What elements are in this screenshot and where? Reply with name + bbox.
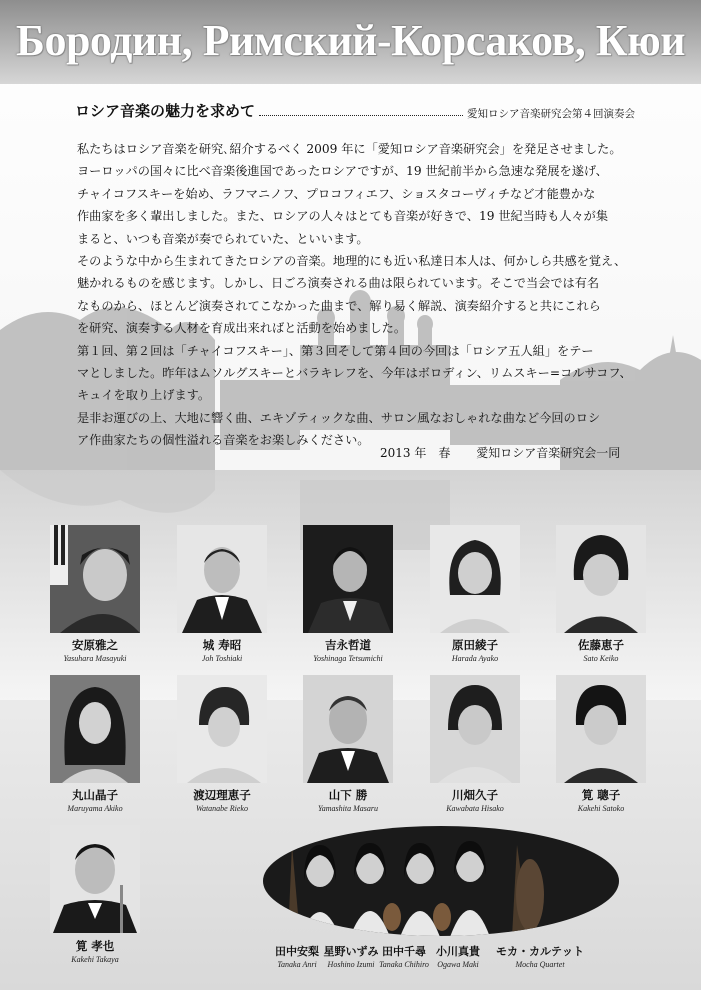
performer-romaji: Yamashita Masaru	[318, 804, 378, 813]
intro-line: 是非お運びの上、大地に響く曲、エキゾティックな曲、サロン風なおしゃれな曲など今回のロシ	[77, 410, 601, 425]
performer-photo	[303, 675, 393, 783]
performer-name: 筧 聰子	[581, 788, 621, 802]
performer-romaji: Tanaka Chihiro	[379, 960, 429, 969]
performer-photo	[50, 825, 140, 933]
performer-romaji: Mocha Quartet	[515, 960, 565, 969]
performer-name: 山下 勝	[328, 788, 368, 802]
page-title: Бородин, Римский-Корсаков, Кюи	[15, 15, 686, 65]
performer-photo	[430, 675, 520, 783]
performer-name: 星野いずみ	[323, 945, 379, 958]
performer-photo	[50, 525, 140, 633]
performer-photo	[303, 525, 393, 633]
performer-name: 吉永哲道	[325, 638, 371, 652]
performer-photo	[177, 525, 267, 633]
performer-photo	[556, 525, 646, 633]
quartet-photo	[262, 825, 620, 937]
section-heading	[75, 99, 635, 121]
performer-name: 安原雅之	[72, 638, 118, 652]
performer-caption	[162, 637, 282, 663]
intro-line: 作曲家を多く輩出しました。また、ロシアの人々はとても音楽が好きで、19 世紀当時も人々が集	[77, 209, 609, 224]
performer-name: 渡辺理恵子	[193, 788, 251, 802]
performer-romaji: Ogawa Maki	[437, 960, 479, 969]
intro-line: マとしました。昨年はムソルグスキーとバラキレフを、今年はボロディン、リムスキー=コルサコフ、	[77, 366, 632, 381]
performer-romaji: Watanabe Rieko	[196, 804, 248, 813]
performer-name: 小川真貴	[436, 945, 480, 958]
performer-name: 丸山晶子	[72, 788, 118, 802]
intro-line: 魅かれるものを感じます。しかし、日ごろ演奏される曲は限られています。そこで当会では有名	[77, 276, 600, 291]
performer-photo	[556, 675, 646, 783]
performer-caption	[541, 787, 661, 813]
intro-line: 私たちはロシア音楽を研究､紹介するべく 2009 年に「愛知ロシア音楽研究会」を発足させました。	[77, 142, 622, 156]
performer-name: 筧 孝也	[75, 939, 115, 953]
performer-romaji: Joh Toshiaki	[201, 654, 243, 663]
performer-caption	[35, 787, 155, 813]
performer-romaji: Yoshinaga Tetsumichi	[313, 654, 383, 663]
performer-caption	[541, 637, 661, 663]
performer-caption	[288, 637, 408, 663]
performer-caption	[415, 637, 535, 663]
event-name: 愛知ロシア音楽研究会第４回演奏会	[467, 108, 635, 120]
performer-romaji: Sato Keiko	[583, 654, 619, 663]
intro-line: なものから、ほとんど演奏されてこなかった曲まで、解り易く解説、演奏紹介すると共にこれら	[77, 298, 601, 313]
performer-caption	[288, 787, 408, 813]
intro-line: チャイコフスキーを始め、ラフマニノフ、プロコフィエフ、ショスタコーヴィチなど才能豊かな	[77, 186, 596, 201]
quartet-member	[485, 943, 595, 969]
performer-caption	[415, 787, 535, 813]
intro-text	[77, 138, 635, 452]
dotted-leader	[259, 115, 463, 116]
intro-line: ヨーロッパの国々に比べ音楽後進国であったロシアですが、19 世紀前半から急速な発展を遂げ、	[77, 164, 608, 179]
signature-org: 愛知ロシア音楽研究会一同	[476, 446, 621, 460]
performer-romaji: Hoshino Izumi	[327, 960, 375, 969]
intro-line: 第１回、第２回は「チャイコフスキー」、第３回そして第４回の今回は「ロシア五人組」をテー	[77, 343, 594, 358]
performer-romaji: Kawabata Hisako	[446, 804, 504, 813]
performer-photo	[177, 675, 267, 783]
performer-name: 田中千尋	[382, 945, 426, 958]
performer-photo	[50, 675, 140, 783]
intro-line: そのような中から生まれてきたロシアの音楽。地理的にも近い私達日本人は、何かしら共感を覚え、	[77, 254, 627, 269]
performer-name: 原田綾子	[452, 638, 498, 652]
performer-romaji: Kakehi Takaya	[71, 955, 119, 964]
performer-caption	[162, 787, 282, 813]
heading-title: ロシア音楽の魅力を求めて	[75, 102, 256, 120]
performer-caption	[35, 637, 155, 663]
performer-name: モカ・カルテット	[496, 945, 584, 958]
performer-romaji: Tanaka Anri	[277, 960, 317, 969]
performer-name: 川畑久子	[452, 788, 498, 802]
performer-name: 田中安梨	[275, 945, 319, 958]
signature-date: 2013 年 春	[380, 446, 451, 460]
intro-line: を研究、演奏する人材を育成出来ればと活動を始めました。	[77, 321, 407, 336]
intro-line: ア作曲家たちの個性溢れる音楽をお楽しみください。	[77, 433, 370, 448]
performer-name: 城 寿昭	[202, 638, 242, 652]
performer-name: 佐藤恵子	[578, 638, 624, 652]
signature	[380, 444, 620, 461]
intro-line: キュイを取り上げます。	[77, 388, 211, 403]
performer-romaji: Maruyama Akiko	[67, 804, 123, 813]
performer-photo	[430, 525, 520, 633]
intro-line: まると、いつも音楽が奏でられていた、といいます。	[77, 231, 369, 246]
performer-romaji: Harada Ayako	[451, 654, 499, 663]
performer-caption	[35, 938, 155, 964]
performer-romaji: Yasuhara Masayuki	[63, 654, 127, 663]
performer-romaji: Kakehi Satoko	[577, 804, 625, 813]
